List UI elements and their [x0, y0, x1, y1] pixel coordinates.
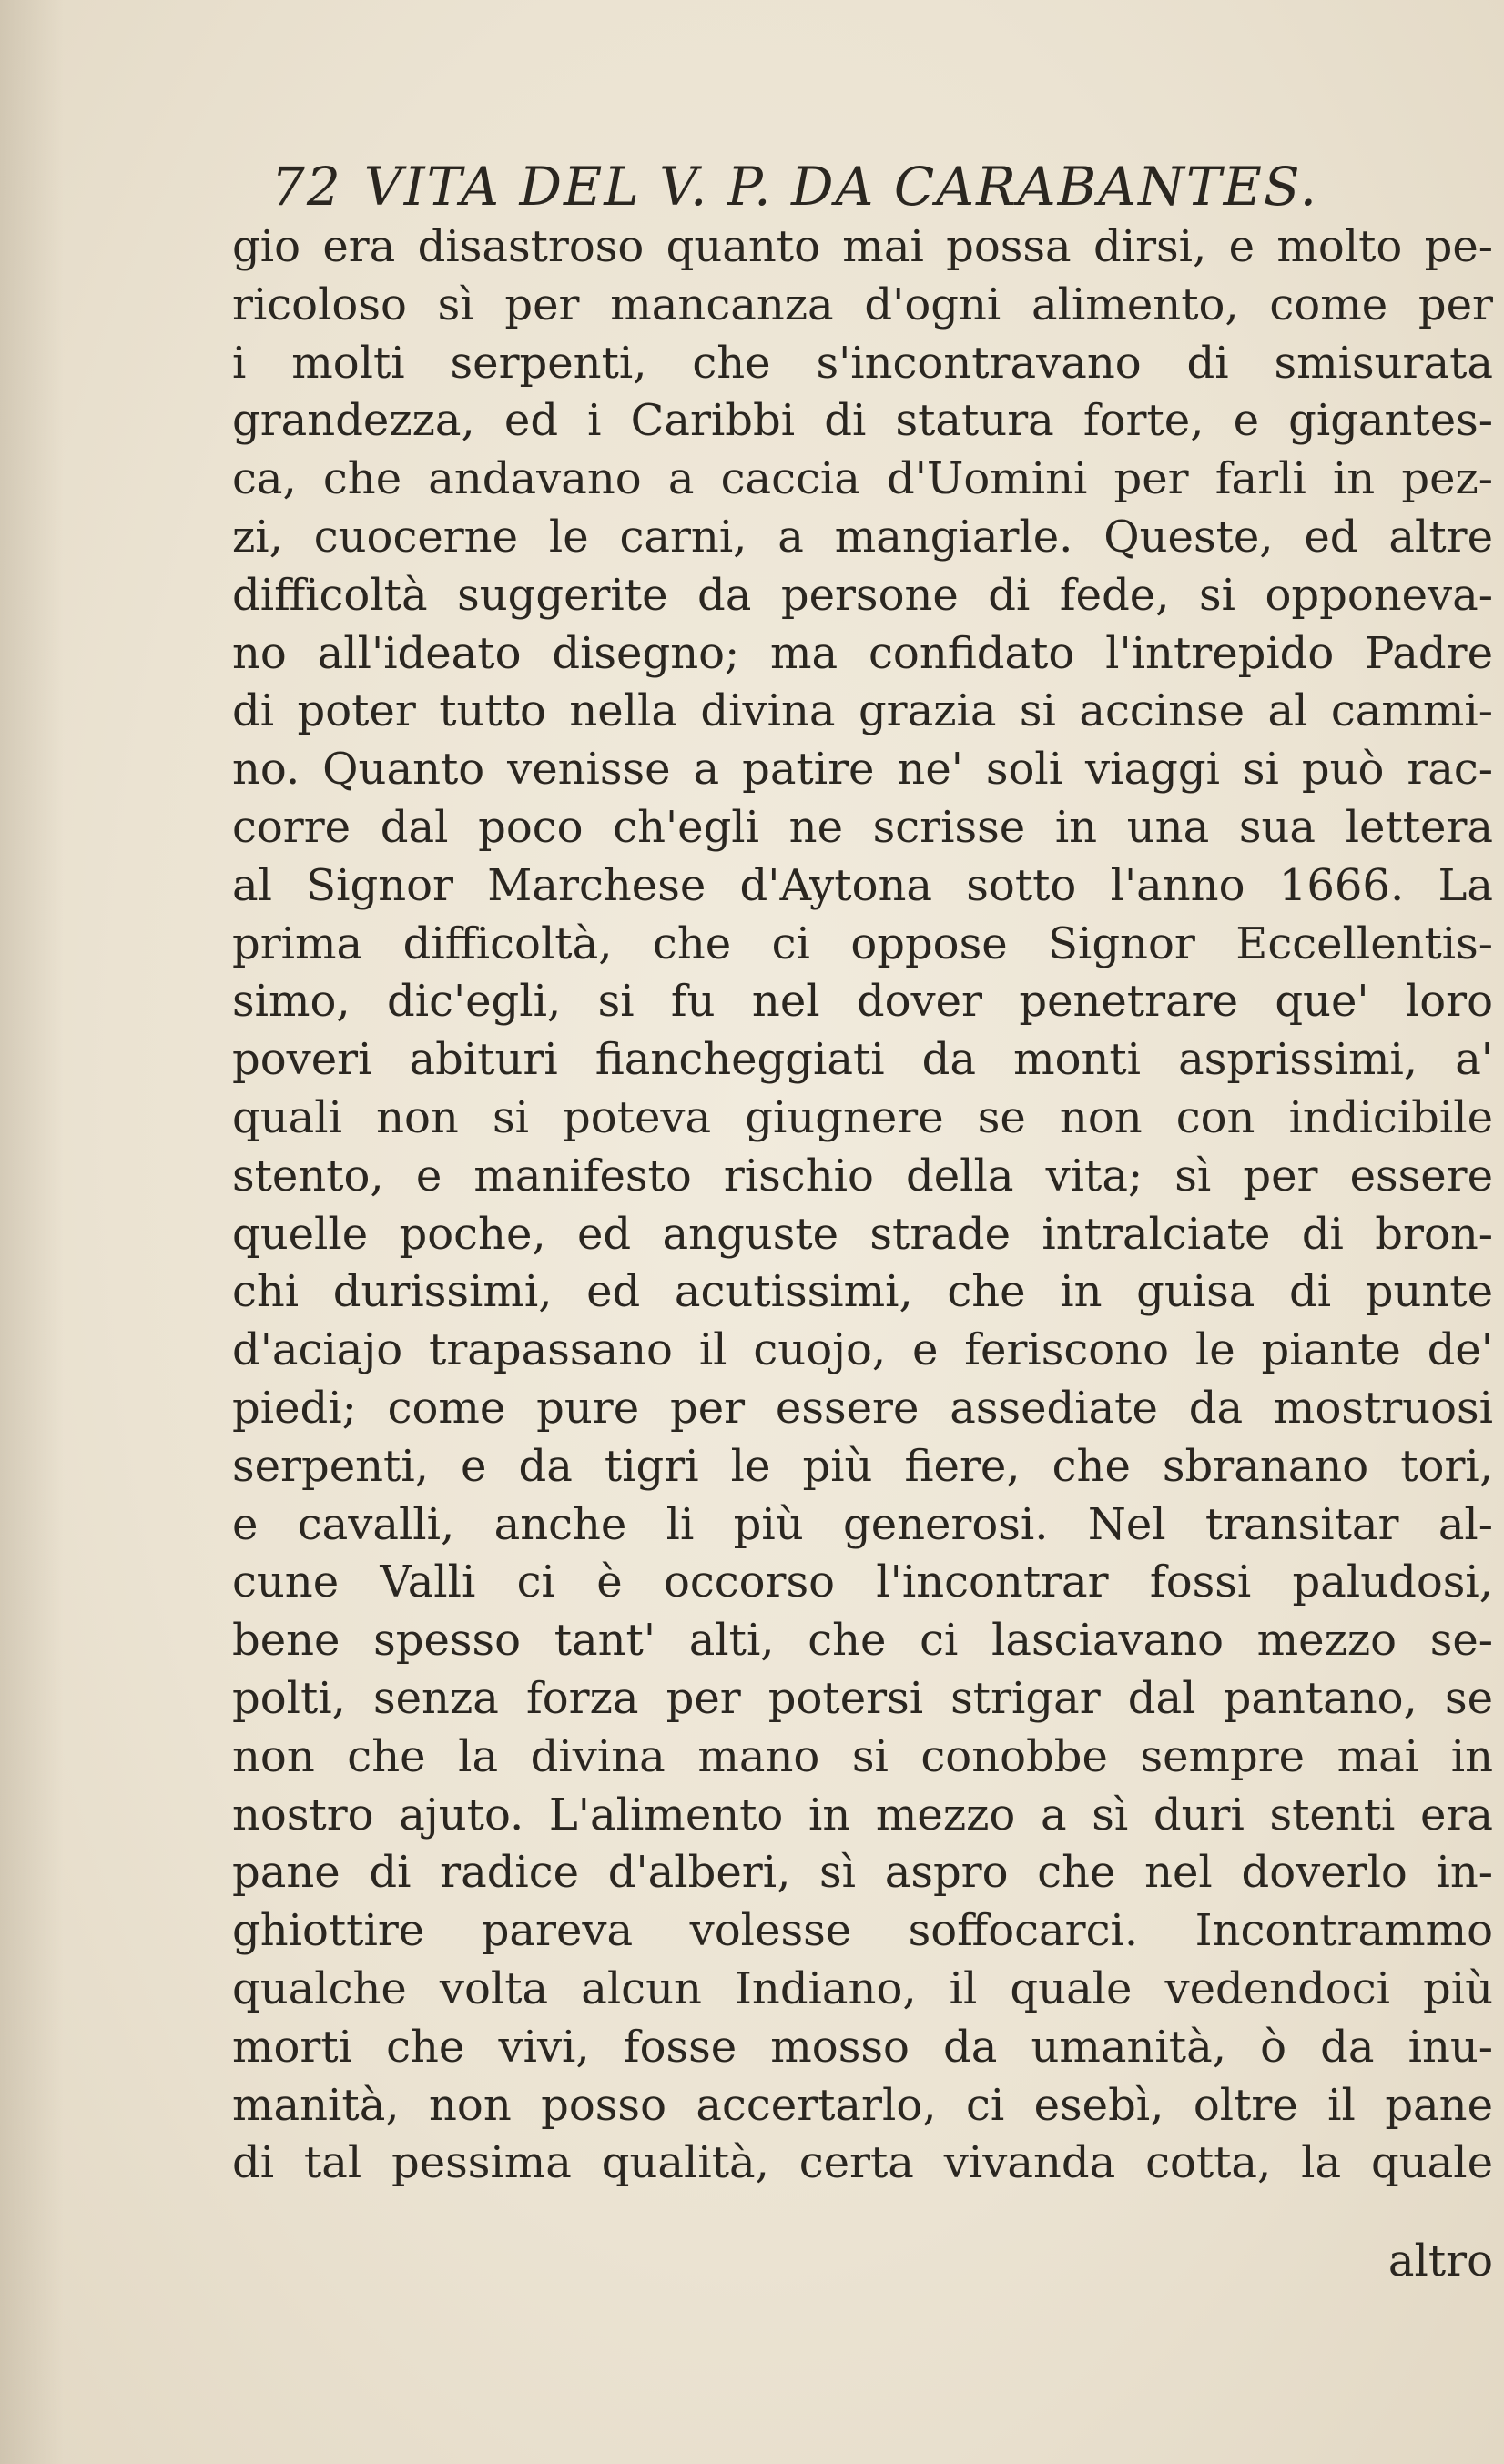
text-line: nostro ajuto. L'alimento in mezzo a sì duri stenti era	[232, 1789, 1493, 1840]
text-line: stento, e manifesto rischio della vita; sì per essere	[232, 1150, 1493, 1202]
page-number: 72	[271, 156, 342, 218]
text-line: zi, cuocerne le carni, a mangiarle. Queste, ed altre	[232, 511, 1493, 563]
text-line: morti che vivi, fosse mosso da umanità, ò da inu-	[232, 2021, 1493, 2073]
text-line: simo, dic'egli, si fu nel dover penetrare que' loro	[232, 976, 1493, 1028]
running-title: VITA DEL V. P. DA CARABANTES.	[363, 156, 1319, 218]
text-line: ghiottire pareva volesse soffocarci. Incontrammo	[232, 1905, 1493, 1957]
text-line: prima difficoltà, che ci oppose Signor Eccellentis-	[232, 918, 1493, 969]
catchword: altro	[1387, 2236, 1493, 2287]
body-text	[232, 218, 1493, 2193]
text-line: corre dal poco ch'egli ne scrisse in una sua lettera	[232, 801, 1493, 853]
text-line: piedi; come pure per essere assediate da mostruosi	[232, 1382, 1493, 1434]
text-line: ca, che andavano a caccia d'Uomini per farli in pez-	[232, 453, 1493, 505]
gutter-shadow	[0, 0, 64, 2464]
text-line: pane di radice d'alberi, sì aspro che nel doverlo in-	[232, 1847, 1493, 1899]
text-line: di poter tutto nella divina grazia si accinse al cammi-	[232, 685, 1493, 737]
text-line: chi durissimi, ed acutissimi, che in guisa di punte	[232, 1266, 1493, 1318]
text-line: quelle poche, ed anguste strade intralciate di bron-	[232, 1208, 1493, 1260]
text-line: gio era disastroso quanto mai possa dirsi, e molto pe-	[232, 221, 1493, 272]
text-line: cune Valli ci è occorso l'incontrar fossi paludosi,	[232, 1556, 1493, 1608]
text-line: no all'ideato disegno; ma confidato l'intrepido Padre	[232, 627, 1493, 679]
text-line: e cavalli, anche li più generosi. Nel transitar al-	[232, 1498, 1493, 1550]
text-line: grandezza, ed i Caribbi di statura forte, e gigantes-	[232, 395, 1493, 447]
text-line: polti, senza forza per potersi strigar dal pantano, se	[232, 1672, 1493, 1724]
text-line: ricoloso sì per mancanza d'ogni alimento, come per	[232, 279, 1493, 330]
text-line: di tal pessima qualità, certa vivanda cotta, la quale	[232, 2137, 1493, 2189]
text-line: manità, non posso accertarlo, ci esebì, oltre il pane	[232, 2079, 1493, 2131]
text-line: difficoltà suggerite da persone di fede, si opponeva-	[232, 569, 1493, 621]
text-line: d'aciajo trapassano il cuojo, e feriscono le piante de'	[232, 1324, 1493, 1376]
text-line: no. Quanto venisse a patire ne' soli viaggi si può rac-	[232, 744, 1493, 796]
running-header	[271, 155, 1491, 218]
text-line: qualche volta alcun Indiano, il quale vedendoci più	[232, 1962, 1493, 2014]
text-line: i molti serpenti, che s'incontravano di smisurata	[232, 337, 1493, 389]
text-line: serpenti, e da tigri le più fiere, che sbranano tori,	[232, 1440, 1493, 1492]
text-line: al Signor Marchese d'Aytona sotto l'anno 1666. La	[232, 859, 1493, 911]
text-line: poveri abituri fiancheggiati da monti asprissimi, a'	[232, 1034, 1493, 1086]
text-line: bene spesso tant' alti, che ci lasciavano mezzo se-	[232, 1615, 1493, 1667]
text-line: non che la divina mano si conobbe sempre mai in	[232, 1730, 1493, 1782]
text-line: quali non si poteva giugnere se non con indicibile	[232, 1091, 1493, 1143]
